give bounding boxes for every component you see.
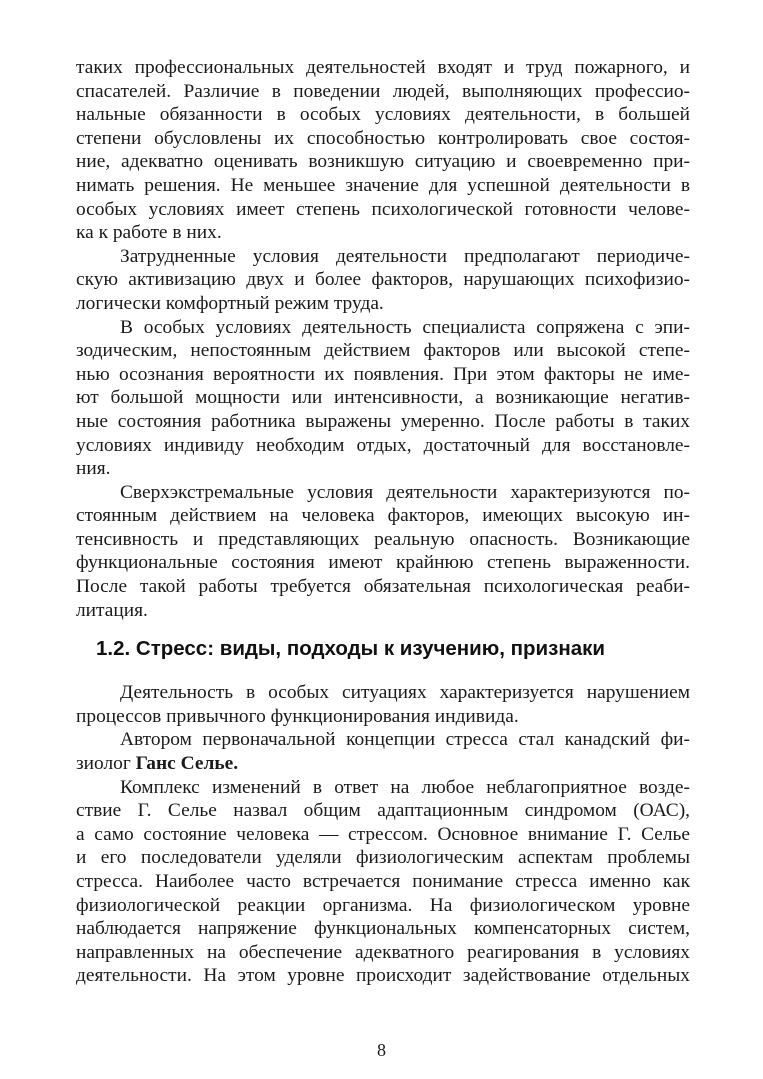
text-line: особых условиях имеет степень психологической готовности челове- bbox=[76, 198, 690, 220]
paragraph-5 bbox=[76, 681, 690, 728]
text-line: тенсивность и представляющих реальную опасность. Возникающие bbox=[76, 528, 690, 550]
text-line: спасателей. Различие в поведении людей, выполняющих профессио- bbox=[76, 80, 690, 102]
text-line: В особых условиях деятельность специалиста сопряжена с эпи- bbox=[120, 316, 690, 338]
text-line: Затрудненные условия деятельности предполагают периодиче- bbox=[120, 245, 690, 267]
text-line: Деятельность в особых ситуациях характеризуется нарушением bbox=[120, 682, 690, 704]
text-line: зодическим, непостоянным действием факторов или высокой степе- bbox=[76, 340, 690, 362]
text-line: а само состояние человека — стрессом. Основное внимание Г. Селье bbox=[76, 823, 690, 845]
paragraph-3 bbox=[76, 316, 690, 481]
text-fragment: зиолог bbox=[76, 753, 136, 775]
text-line: литация. bbox=[76, 599, 148, 621]
text-line: Автором первоначальной концепции стресса стал канадский фи- bbox=[120, 729, 690, 751]
text-line: нью осознания вероятности их появления. При этом факторы не име- bbox=[76, 363, 690, 385]
text-line: направленных на обеспечение адекватного реагирования в условиях bbox=[76, 941, 690, 963]
text-line: и его последователи уделяли физиологическим аспектам проблемы bbox=[76, 847, 690, 869]
paragraph-2 bbox=[76, 245, 690, 316]
text-line: нальные обязанности в особых условиях деятельности, в большей bbox=[76, 104, 690, 126]
text-line: скую активизацию двух и более факторов, нарушающих психофизио- bbox=[76, 269, 690, 291]
text-line: условиях индивиду необходим отдых, достаточный для восстановле- bbox=[76, 434, 690, 456]
text-line: наблюдается напряжение функциональных компенсаторных систем, bbox=[76, 918, 690, 940]
text-line: функциональные состояния имеют крайнюю степень выраженности. bbox=[76, 552, 690, 574]
author-name: Ганс Селье. bbox=[135, 753, 239, 775]
text-line: деятельности. На этом уровне происходит задействование отдельных bbox=[76, 965, 690, 987]
text-line: таких профессиональных деятельностей входят и труд пожарного, и bbox=[76, 57, 690, 78]
text-line: стресса. Наиболее часто встречается понимание стресса именно как bbox=[76, 871, 690, 892]
text-line: ния. bbox=[76, 458, 111, 480]
text-line bbox=[76, 752, 690, 776]
text-line: степени обусловлены их способностью контролировать свое состоя- bbox=[76, 127, 690, 149]
page-number: 8 bbox=[377, 1040, 386, 1060]
text-line: стоянным действием на человека факторов, имеющих высокую ин- bbox=[76, 505, 690, 527]
paragraph-6 bbox=[76, 728, 690, 775]
text-line: После такой работы требуется обязательная психологическая реаби- bbox=[76, 576, 690, 598]
text-line: Сверхэкстремальные условия деятельности характеризуются по- bbox=[120, 481, 690, 503]
text-line: ние, адекватно оценивать возникшую ситуацию и своевременно при- bbox=[76, 151, 690, 173]
text-line: логически комфортный режим труда. bbox=[76, 292, 384, 314]
text-line: Комплекс изменений в ответ на любое неблагоприятное возде- bbox=[120, 776, 690, 798]
paragraph-4 bbox=[76, 481, 690, 623]
text-line: ствие Г. Селье назвал общим адаптационным синдромом (ОАС), bbox=[76, 800, 690, 822]
page-body bbox=[76, 56, 690, 988]
text-line: нимать решения. Не меньшее значение для успешной деятельности в bbox=[76, 174, 690, 196]
text-line: ные состояния работника выражены умеренно. После работы в таких bbox=[76, 410, 690, 432]
text-line: ют большой мощности или интенсивности, а возникающие негатив- bbox=[76, 387, 690, 409]
paragraph-7 bbox=[76, 776, 690, 988]
section-heading: 1.2. Стресс: виды, подходы к изучению, признаки bbox=[96, 637, 605, 661]
text-line: процессов привычного функционирования индивида. bbox=[76, 705, 519, 727]
text-line: физиологической реакции организма. На физиологическом уровне bbox=[76, 894, 690, 916]
text-line: ка к работе в них. bbox=[76, 222, 222, 244]
paragraph-1 bbox=[76, 56, 690, 245]
